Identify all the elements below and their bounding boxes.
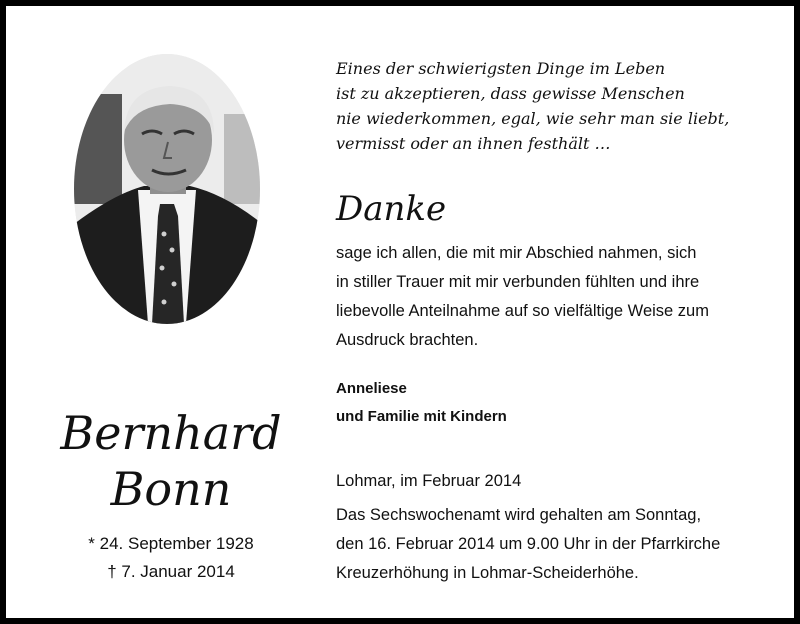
deceased-last-name: Bonn [110, 462, 232, 516]
signature-family: und Familie mit Kindern [336, 408, 507, 425]
poem-line: ist zu akzeptieren, dass gewisse Menschen [336, 84, 685, 103]
poem-line: Eines der schwierigsten Dinge im Leben [336, 59, 666, 78]
thanks-line: Ausdruck brachten. [336, 331, 479, 349]
death-date: † 7. Januar 2014 [107, 562, 235, 581]
thanks-text [336, 239, 756, 355]
birth-date: * 24. September 1928 [88, 534, 254, 553]
thanks-heading: Danke [336, 189, 447, 229]
poem-line: nie wiederkommen, egal, wie sehr man sie liebt, [336, 109, 730, 128]
thanks-line: in stiller Trauer mit mir verbunden fühlten und ihre [336, 273, 700, 291]
service-line: Das Sechswochenamt wird gehalten am Sonntag, [336, 506, 702, 524]
service-line: Kreuzerhöhung in Lohmar-Scheiderhöhe. [336, 564, 639, 582]
poem [336, 56, 776, 156]
poem-line: vermisst oder an ihnen festhält … [336, 134, 611, 153]
service-notice [336, 501, 766, 588]
portrait-photo [74, 54, 260, 324]
place-date: Lohmar, im Februar 2014 [336, 472, 522, 490]
thanks-line: liebevolle Anteilnahme auf so vielfältige Weise zum [336, 302, 709, 320]
signature-name: Anneliese [336, 380, 407, 397]
service-line: den 16. Februar 2014 um 9.00 Uhr in der Pfarrkirche [336, 535, 721, 553]
thanks-line: sage ich allen, die mit mir Abschied nahmen, sich [336, 244, 697, 262]
deceased-first-name: Bernhard [60, 406, 282, 460]
